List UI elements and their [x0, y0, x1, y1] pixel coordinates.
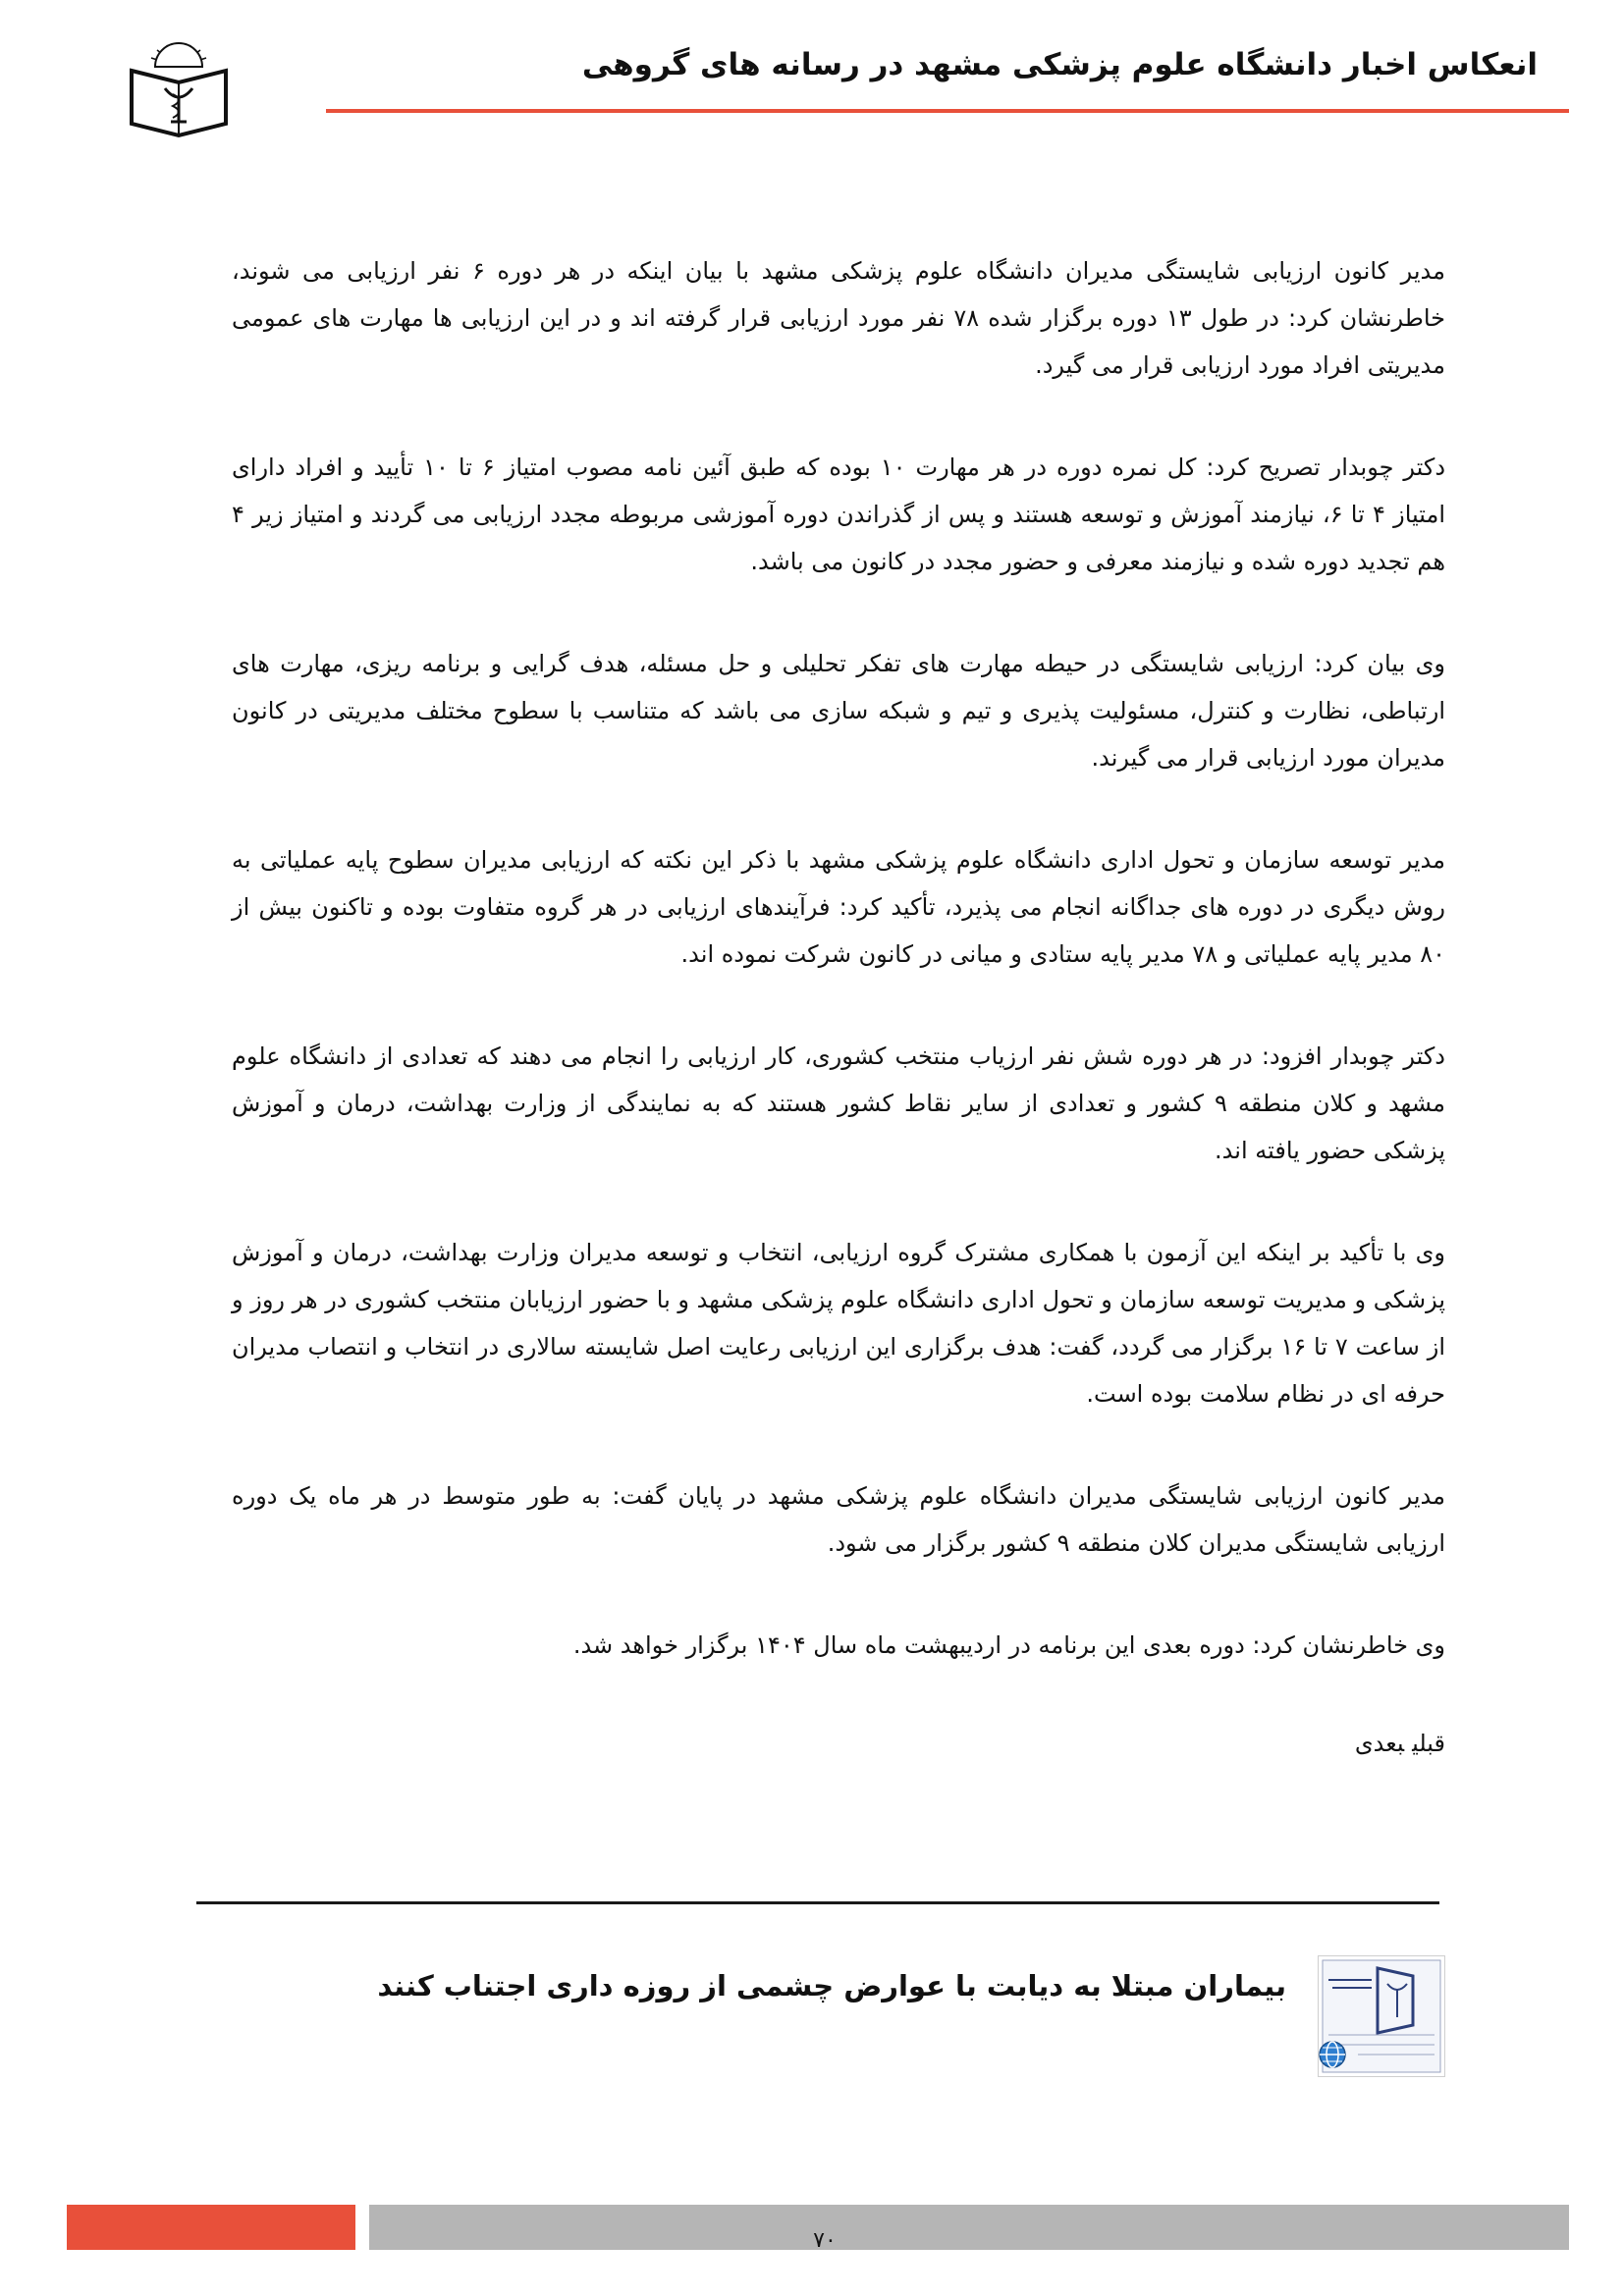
page-title: انعکاس اخبار دانشگاه علوم پزشکی مشهد در رسانه های گروهی: [581, 47, 1538, 82]
article-paragraph: وی با تأکید بر اینکه این آزمون با همکاری مشترک گروه ارزیابی، انتخاب و توسعه مدیران وزارت بهداشت، درمان و آموزش پزشکی و مدیریت توسعه سازمان و تحول اداری دانشگاه علوم پزشکی مشهد و با حضور ارزیابان منتخب کشوری در هر روز و از ساعت ۷ تا ۱۶ برگزار می گردد، گفت: هدف برگزاری این ارزیابی رعایت اصل شایسته سالاری در انتخاب و انتصاب مدیران حرفه ای در نظام سلامت بوده است.: [232, 1239, 1445, 1408]
page-number: ۷۰: [813, 2228, 837, 2253]
section-divider: [196, 1901, 1439, 1904]
footer-accent-bar: [67, 2205, 355, 2250]
header-divider: [326, 109, 1569, 113]
article-paragraph: دکتر چوبدار تصریح کرد: کل نمره دوره در هر مهارت ۱۰ بوده که طبق آئین نامه مصوب امتیاز ۶ تا ۱۰ تأیید و افراد دارای امتیاز ۴ تا ۶، نیازمند آموزش و توسعه هستند و پس از گذراندن دوره آموزشی مربوطه مجدد ارزیابی می گردند و امتیاز زیر ۴ هم تجدید دوره شده و نیازمند معرفی و حضور مجدد در کانون می باشد.: [232, 454, 1446, 575]
footer-bar: [369, 2205, 1569, 2250]
article-paragraph: وی بیان کرد: ارزیابی شایستگی در حیطه مهارت های تفکر تحلیلی و حل مسئله، هدف گرایی و برنامه ریزی، مهارت های ارتباطی، نظارت و کنترل، مسئولیت پذیری و تیم و شبکه سازی می باشد که متناسب با سطوح مختلف مدیریتی در کانون مدیران مورد ارزیابی قرار می گیرند.: [232, 650, 1445, 772]
related-news-title[interactable]: بیماران مبتلا به دیابت با عوارض چشمی از روزه داری اجتناب کنند: [377, 1969, 1286, 2002]
related-news-item[interactable]: [377, 1955, 1445, 2083]
article-paragraph: مدیر کانون ارزیابی شایستگی مدیران دانشگاه علوم پزشکی مشهد با بیان اینکه در هر دوره ۶ نفر ارزیابی می شوند، خاطرنشان کرد: در طول ۱۳ دوره برگزار شده ۷۸ نفر مورد ارزیابی قرار گرفته اند و در این ارزیابی ها مهارت های عمومی مدیریتی افراد مورد ارزیابی قرار می گیرد.: [232, 257, 1445, 379]
university-emblem-icon: [110, 37, 247, 165]
article-paragraph: وی خاطرنشان کرد: دوره بعدی این برنامه در اردیبهشت ماه سال ۱۴۰۴ برگزار خواهد شد.: [572, 1631, 1445, 1659]
article-pagination: [232, 1720, 1445, 1767]
article-paragraph: دکتر چوبدار افزود: در هر دوره شش نفر ارزیاب منتخب کشوری، کار ارزیابی را انجام می دهند که تعدادی از دانشگاه علوم مشهد و کلان منطقه ۹ کشور و تعدادی از سایر نقاط کشور هستند که به نمایندگی از وزارت بهداشت، درمان و آموزش پزشکی حضور یافته اند.: [232, 1042, 1445, 1164]
article-paragraph: مدیر توسعه سازمان و تحول اداری دانشگاه علوم پزشکی مشهد با ذکر این نکته که ارزیابی مدیران سطوح پایه عملیاتی به روش دیگری در دوره های جداگانه انجام می پذیرد، تأکید کرد: فرآیندهای ارزیابی در هر گروه متفاوت بوده و تاکنون بیش از ۸۰ مدیر پایه عملیاتی و ۷۸ مدیر پایه ستادی و میانی در کانون شرکت نموده اند.: [232, 846, 1445, 968]
article-body: [232, 247, 1445, 1767]
next-link[interactable]: بعدی: [1354, 1730, 1405, 1757]
article-paragraph: مدیر کانون ارزیابی شایستگی مدیران دانشگاه علوم پزشکی مشهد در پایان گفت: به طور متوسط در هر ماه یک دوره ارزیابی شایستگی مدیران کلان منطقه ۹ کشور برگزار می شود.: [232, 1482, 1445, 1557]
university-logo: [110, 37, 247, 165]
globe-icon: [1318, 2040, 1347, 2069]
prev-link[interactable]: قبلی: [1412, 1730, 1445, 1757]
